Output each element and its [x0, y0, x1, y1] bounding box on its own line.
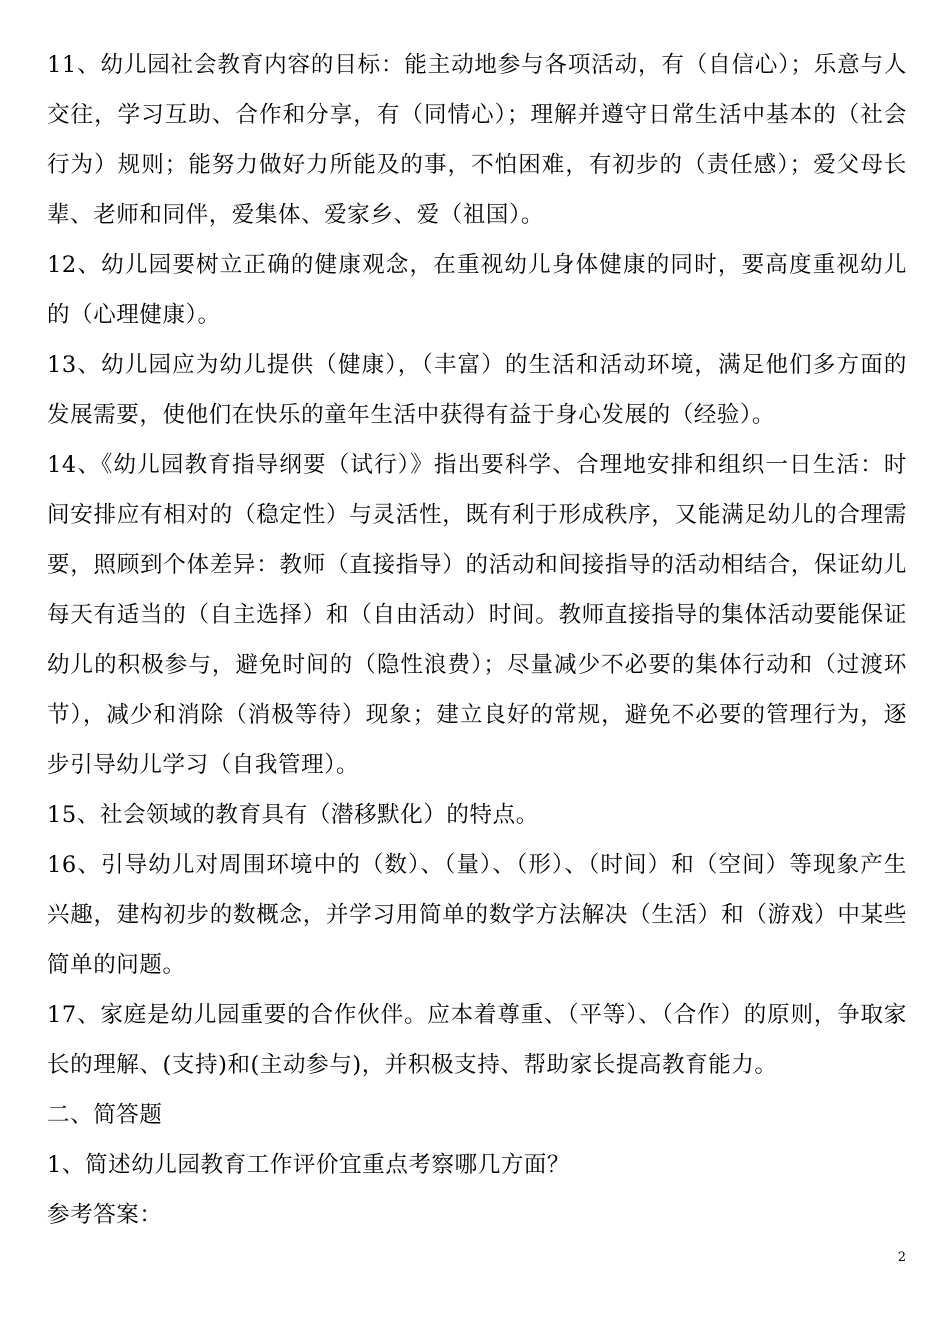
- question-1: 1、简述幼儿园教育工作评价宜重点考察哪几方面？: [47, 1152, 571, 1178]
- document-body: [47, 40, 907, 1240]
- section-heading: 二、简答题: [47, 1102, 163, 1128]
- paragraph-item-13: 13、幼儿园应为幼儿提供（健康），（丰富）的生活和活动环境，满足他们多方面的发展需要，使他们在快乐的童年生活中获得有益于身心发展的（经验）。: [47, 352, 907, 428]
- answer-label: 参考答案：: [47, 1202, 163, 1228]
- paragraph-item-16: 16、引导幼儿对周围环境中的（数）、（量）、（形）、（时间）和（空间）等现象产生兴趣，建构初步的数概念，并学习用简单的数学方法解决（生活）和（游戏）中某些简单的问题。: [47, 852, 907, 978]
- page-number: 2: [897, 1250, 906, 1265]
- paragraph-item-17: 17、家庭是幼儿园重要的合作伙伴。应本着尊重、（平等）、（合作）的原则，争取家长的理解、(支持)和(主动参与)，并积极支持、帮助家长提高教育能力。: [47, 1002, 907, 1078]
- paragraph-item-14: 14、《幼儿园教育指导纲要（试行）》指出要科学、合理地安排和组织一日生活：时间安排应有相对的（稳定性）与灵活性，既有利于形成秩序，又能满足幼儿的合理需要，照顾到个体差异：教师（直接指导）的活动和间接指导的活动相结合，保证幼儿每天有适当的（自主选择）和（自由活动）时间。教师直接指导的集体活动要能保证幼儿的积极参与，避免时间的（隐性浪费）；尽量减少不必要的集体行动和（过渡环节），减少和消除（消极等待）现象；建立良好的常规，避免不必要的管理行为，逐步引导幼儿学习（自我管理）。: [47, 452, 907, 778]
- paragraph-item-12: 12、幼儿园要树立正确的健康观念，在重视幼儿身体健康的同时，要高度重视幼儿的（心理健康）。: [47, 252, 907, 328]
- paragraph-item-15: 15、社会领域的教育具有（潜移默化）的特点。: [47, 802, 539, 828]
- paragraph-item-11: 11、幼儿园社会教育内容的目标：能主动地参与各项活动，有（自信心）；乐意与人交往，学习互助、合作和分享，有（同情心）；理解并遵守日常生活中基本的（社会行为）规则；能努力做好力所能及的事，不怕困难，有初步的（责任感）；爱父母长辈、老师和同伴，爱集体、爱家乡、爱（祖国）。: [47, 52, 907, 228]
